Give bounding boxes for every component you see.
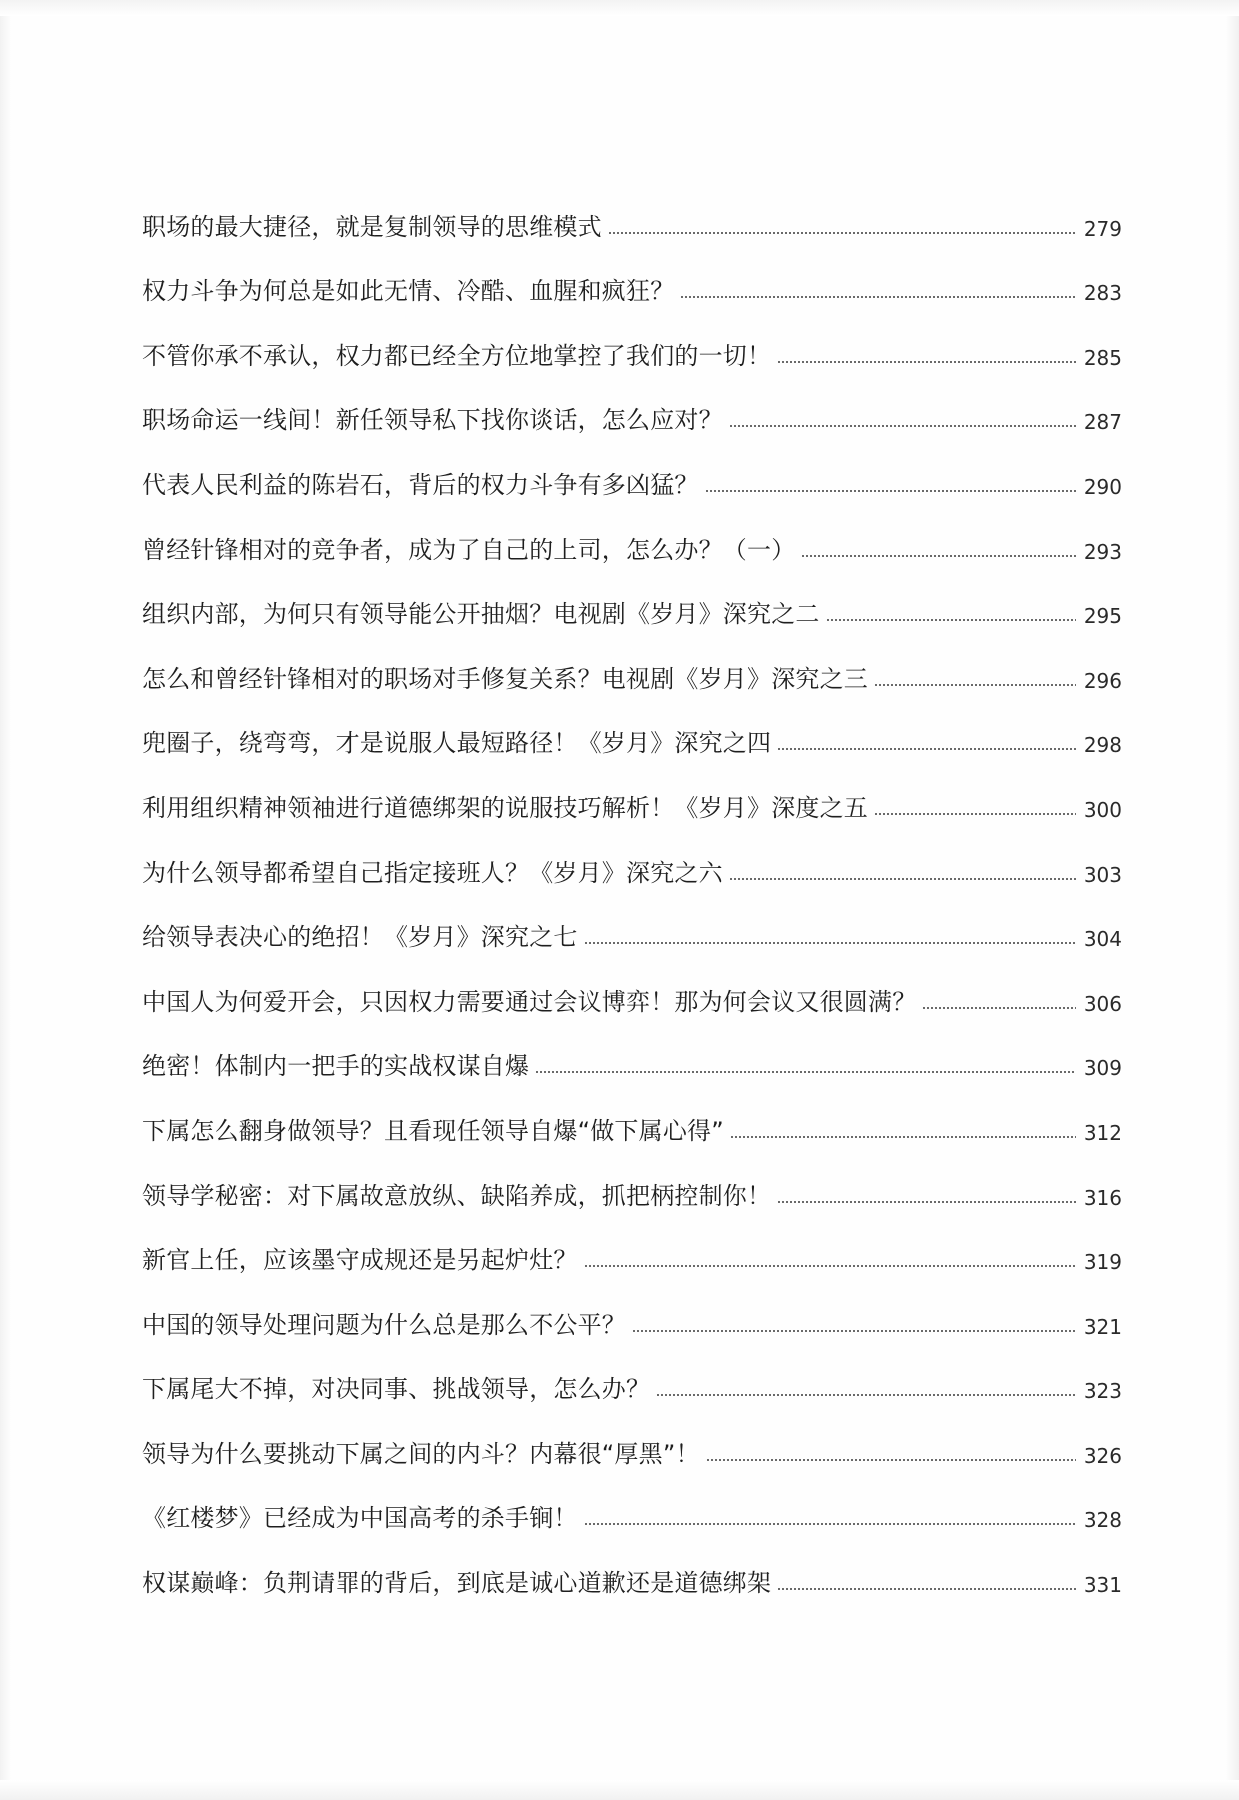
table-of-contents xyxy=(142,174,1122,1598)
toc-entry xyxy=(142,626,1122,691)
toc-entry-page: 326 xyxy=(1083,1443,1122,1468)
scan-edge-top xyxy=(0,0,1239,16)
toc-entry-page: 298 xyxy=(1083,733,1122,758)
toc-entry-page: 331 xyxy=(1083,1573,1122,1598)
toc-entry-page: 304 xyxy=(1083,927,1122,952)
toc-entry xyxy=(142,1466,1122,1531)
toc-entry-title: 领导学秘密：对下属故意放纵、缺陷养成，抓把柄控制你！ xyxy=(142,1181,772,1210)
dot-leader xyxy=(584,1523,1076,1525)
toc-entry xyxy=(142,1337,1122,1402)
dot-leader xyxy=(826,619,1076,621)
toc-entry-page: 312 xyxy=(1083,1120,1122,1145)
toc-entry xyxy=(142,432,1122,497)
toc-entry xyxy=(142,885,1122,950)
dot-leader xyxy=(584,1265,1076,1267)
toc-entry-page: 328 xyxy=(1083,1508,1122,1533)
toc-entry xyxy=(142,1530,1122,1598)
toc-entry xyxy=(142,691,1122,756)
dot-leader xyxy=(874,813,1076,815)
toc-entry xyxy=(142,1272,1122,1337)
toc-entry-page: 306 xyxy=(1083,991,1122,1016)
toc-entry xyxy=(142,755,1122,820)
toc-entry-page: 319 xyxy=(1083,1250,1122,1275)
toc-entry-title: 职场的最大捷径，就是复制领导的思维模式 xyxy=(142,212,602,241)
toc-entry-page: 316 xyxy=(1083,1185,1122,1210)
toc-entry-title: 曾经针锋相对的竞争者，成为了自己的上司，怎么办？（一） xyxy=(142,535,796,564)
dot-leader xyxy=(777,1201,1076,1203)
dot-leader xyxy=(729,425,1076,427)
toc-entry-title: 新官上任，应该墨守成规还是另起炉灶？ xyxy=(142,1246,578,1275)
toc-entry-title: 《红楼梦》已经成为中国高考的杀手锏！ xyxy=(142,1504,578,1533)
toc-entry-page: 296 xyxy=(1083,668,1122,693)
toc-entry xyxy=(142,303,1122,368)
toc-entry-title: 组织内部，为何只有领导能公开抽烟？电视剧《岁月》深究之二 xyxy=(142,600,820,629)
toc-entry-title: 中国的领导处理问题为什么总是那么不公平？ xyxy=(142,1310,626,1339)
dot-leader xyxy=(729,878,1076,880)
toc-entry-title: 下属尾大不掉，对决同事、挑战领导，怎么办？ xyxy=(142,1375,651,1404)
toc-entry-title: 权力斗争为何总是如此无情、冷酷、血腥和疯狂？ xyxy=(142,277,675,306)
toc-entry xyxy=(142,174,1122,239)
dot-leader xyxy=(922,1007,1076,1009)
toc-entry xyxy=(142,239,1122,304)
dot-leader xyxy=(730,1136,1076,1138)
toc-entry-title: 怎么和曾经针锋相对的职场对手修复关系？电视剧《岁月》深究之三 xyxy=(142,664,868,693)
toc-entry-title: 中国人为何爱开会，只因权力需要通过会议博弈！那为何会议又很圆满？ xyxy=(142,987,917,1016)
toc-entry-page: 285 xyxy=(1083,345,1122,370)
toc-entry-title: 代表人民利益的陈岩石，背后的权力斗争有多凶猛？ xyxy=(142,470,699,499)
toc-entry-page: 321 xyxy=(1083,1314,1122,1339)
toc-entry xyxy=(142,1014,1122,1079)
toc-entry-page: 283 xyxy=(1083,281,1122,306)
dot-leader xyxy=(680,296,1076,298)
toc-entry-title: 下属怎么翻身做领导？且看现任领导自爆“做下属心得” xyxy=(142,1116,724,1145)
toc-entry-title: 职场命运一线间！新任领导私下找你谈话，怎么应对？ xyxy=(142,406,723,435)
toc-entry xyxy=(142,949,1122,1014)
dot-leader xyxy=(584,942,1076,944)
toc-entry xyxy=(142,1078,1122,1143)
toc-entry xyxy=(142,562,1122,627)
toc-entry-title: 不管你承不承认，权力都已经全方位地掌控了我们的一切！ xyxy=(142,341,772,370)
scan-edge-right xyxy=(1225,0,1239,1800)
dot-leader xyxy=(777,748,1076,750)
dot-leader xyxy=(608,232,1076,234)
toc-entry-page: 279 xyxy=(1083,216,1122,241)
dot-leader xyxy=(706,1459,1076,1461)
toc-entry-title: 领导为什么要挑动下属之间的内斗？内幕很“厚黑”！ xyxy=(142,1439,700,1468)
toc-entry xyxy=(142,368,1122,433)
toc-entry-page: 290 xyxy=(1083,474,1122,499)
toc-entry xyxy=(142,820,1122,885)
dot-leader xyxy=(801,555,1076,557)
dot-leader xyxy=(535,1071,1076,1073)
scan-edge-left xyxy=(0,0,12,1800)
toc-entry xyxy=(142,497,1122,562)
toc-entry xyxy=(142,1208,1122,1273)
scan-edge-bottom xyxy=(0,1780,1239,1800)
toc-entry-title: 利用组织精神领袖进行道德绑架的说服技巧解析！《岁月》深度之五 xyxy=(142,793,868,822)
toc-entry-page: 287 xyxy=(1083,410,1122,435)
toc-entry-title: 权谋巅峰：负荆请罪的背后，到底是诚心道歉还是道德绑架 xyxy=(142,1569,772,1598)
dot-leader xyxy=(874,684,1076,686)
toc-entry xyxy=(142,1401,1122,1466)
dot-leader xyxy=(777,1588,1076,1590)
toc-entry-page: 293 xyxy=(1083,539,1122,564)
dot-leader xyxy=(705,490,1076,492)
toc-entry-page: 303 xyxy=(1083,862,1122,887)
toc-entry-title: 绝密！体制内一把手的实战权谋自爆 xyxy=(142,1052,530,1081)
dot-leader xyxy=(656,1394,1076,1396)
toc-entry-page: 309 xyxy=(1083,1056,1122,1081)
toc-entry-page: 323 xyxy=(1083,1379,1122,1404)
dot-leader xyxy=(777,361,1076,363)
toc-entry-title: 为什么领导都希望自己指定接班人？《岁月》深究之六 xyxy=(142,858,723,887)
toc-entry xyxy=(142,1143,1122,1208)
toc-entry-page: 300 xyxy=(1083,797,1122,822)
dot-leader xyxy=(632,1330,1076,1332)
toc-entry-title: 给领导表决心的绝招！《岁月》深究之七 xyxy=(142,923,578,952)
toc-entry-title: 兜圈子，绕弯弯，才是说服人最短路径！《岁月》深究之四 xyxy=(142,729,772,758)
toc-entry-page: 295 xyxy=(1083,604,1122,629)
